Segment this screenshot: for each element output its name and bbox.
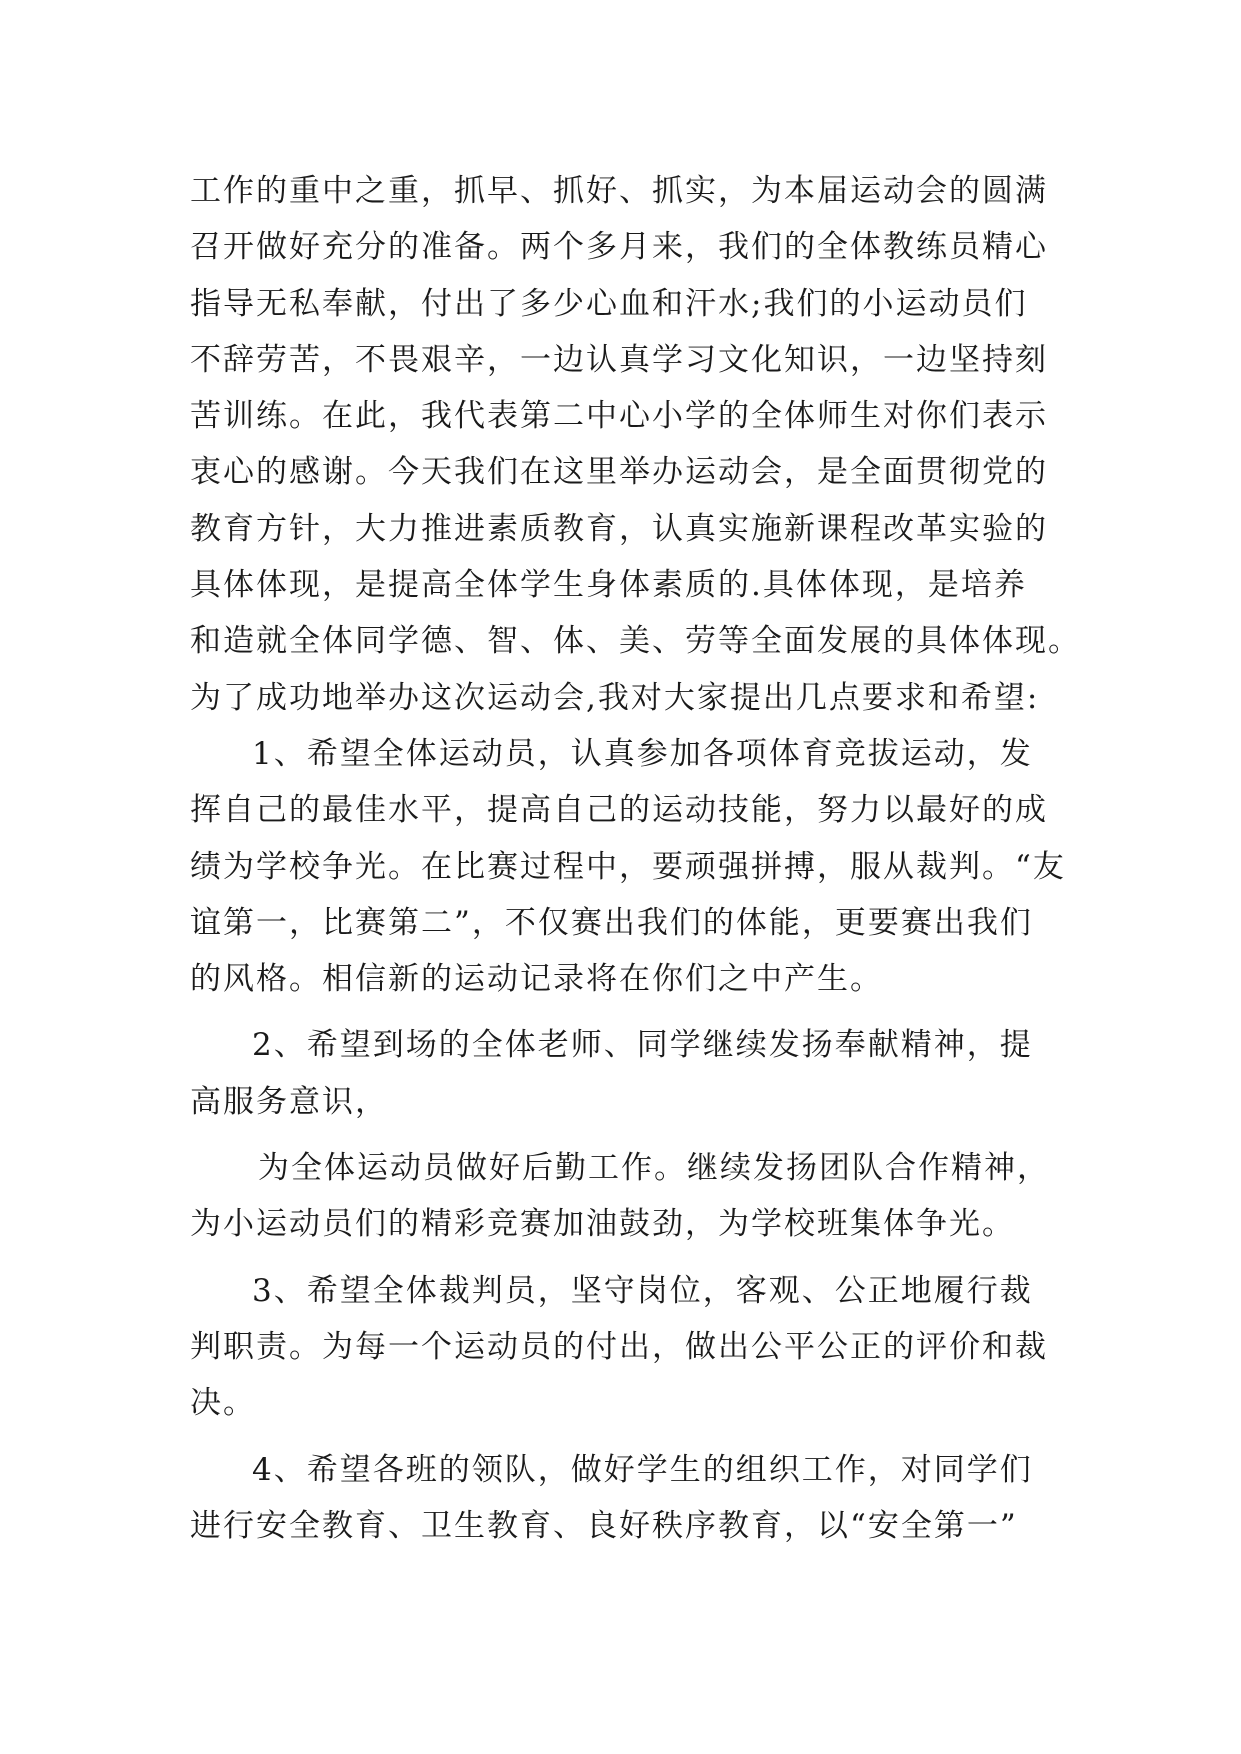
text-line: 和造就全体同学德、智、体、美、劳等全面发展的具体体现。 [190, 623, 1081, 660]
text-line: 绩为学校争光。在比赛过程中，要顽强拼搏，服从裁判。“友 [190, 848, 1066, 885]
text-line: 高服务意识， [190, 1083, 388, 1120]
text-line: 不辞劳苦，不畏艰辛，一边认真学习文化知识，一边坚持刻 [190, 341, 1048, 378]
text-line: 教育方针，大力推进素质教育，认真实施新课程改革实验的 [190, 510, 1048, 547]
document-body [190, 163, 1081, 1554]
text-line: 3、希望全体裁判员，坚守岗位，客观、公正地履行裁 [252, 1272, 1033, 1309]
text-line: 4、希望各班的领队，做好学生的组织工作，对同学们 [252, 1451, 1033, 1488]
text-line: 指导无私奉献，付出了多少心血和汗水;我们的小运动员们 [190, 285, 1028, 322]
text-line: 为了成功地举办这次运动会,我对大家提出几点要求和希望: [190, 679, 1040, 716]
text-line: 召开做好充分的准备。两个多月来，我们的全体教练员精心 [190, 229, 1048, 266]
text-line: 决。 [190, 1385, 256, 1422]
text-line: 为全体运动员做好后勤工作。继续发扬团队合作精神， [258, 1150, 1050, 1187]
text-line: 谊第一，比赛第二”，不仅赛出我们的体能，更要赛出我们 [190, 904, 1033, 941]
text-line: 挥自己的最佳水平，提高自己的运动技能，努力以最好的成 [190, 792, 1048, 829]
text-line: 进行安全教育、卫生教育、良好秩序教育，以“安全第一” [190, 1507, 1018, 1544]
text-line: 1、希望全体运动员，认真参加各项体育竞拔运动，发 [252, 735, 1033, 772]
text-line: 为小运动员们的精彩竞赛加油鼓劲，为学校班集体争光。 [190, 1206, 1015, 1243]
text-line: 工作的重中之重，抓早、抓好、抓实，为本届运动会的圆满 [190, 173, 1048, 209]
text-line: 的风格。相信新的运动记录将在你们之中产生。 [190, 961, 883, 998]
text-line: 具体体现，是提高全体学生身体素质的.具体体现，是培养 [190, 567, 1027, 604]
text-line: 2、希望到场的全体老师、同学继续发扬奉献精神，提 [252, 1027, 1033, 1064]
text-line: 判职责。为每一个运动员的付出，做出公平公正的评价和裁 [190, 1328, 1048, 1365]
text-line: 苦训练。在此，我代表第二中心小学的全体师生对你们表示 [190, 398, 1048, 435]
text-line: 衷心的感谢。今天我们在这里举办运动会，是全面贯彻党的 [190, 454, 1048, 491]
